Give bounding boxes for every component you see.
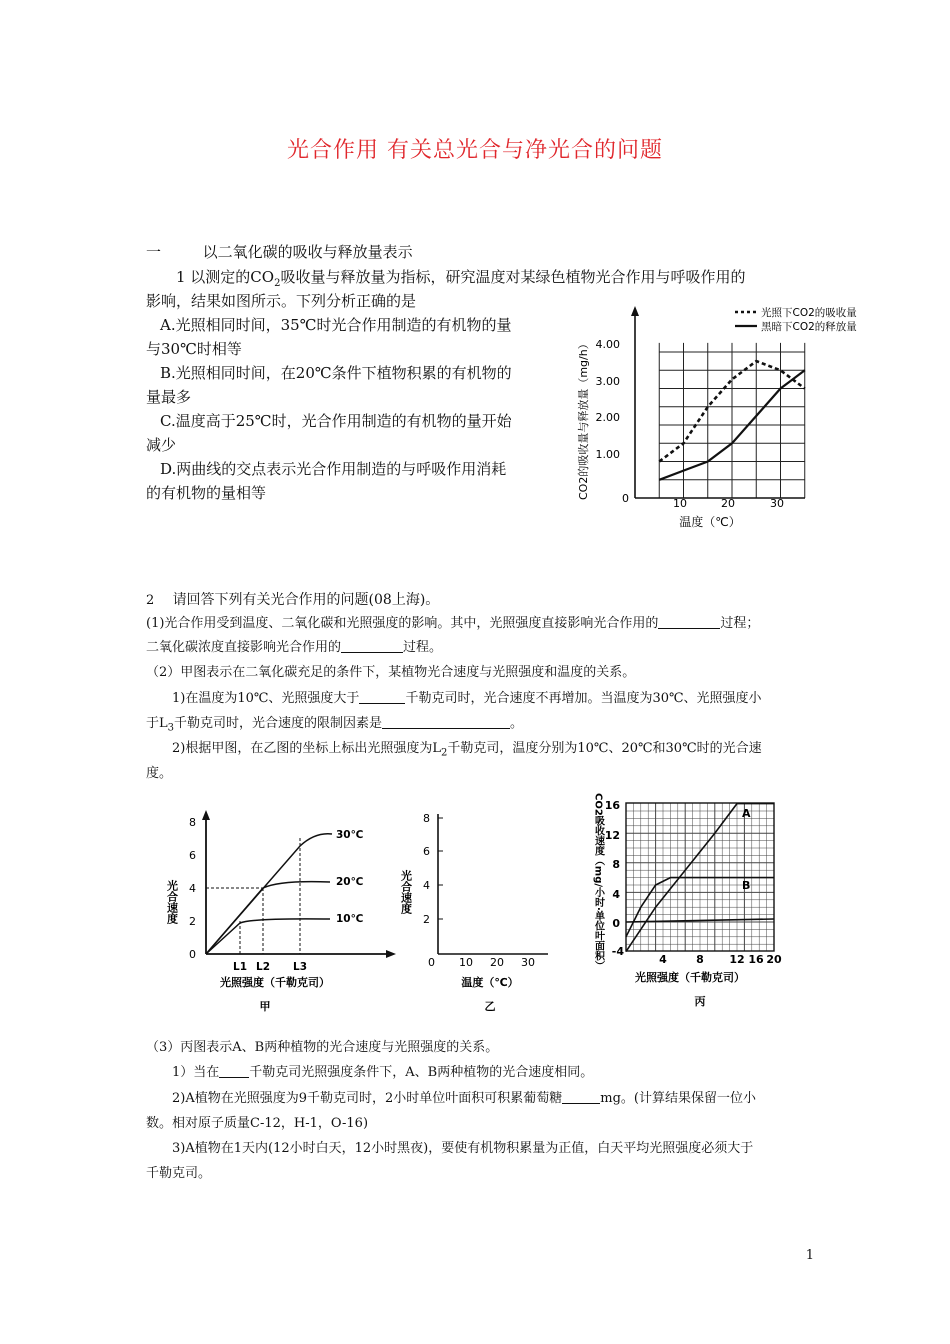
chart1-y-arrow	[631, 306, 639, 316]
co2-temperature-chart	[565, 300, 895, 535]
question-2-heading	[146, 588, 439, 613]
q2-part2-1	[172, 687, 762, 711]
q2-part1-cont	[146, 636, 442, 660]
q2-part3-2	[172, 1087, 812, 1111]
q2-p21-b: 千勒克司时，光合速度不再增加。当温度为30℃、光照强度小	[405, 691, 762, 706]
bing-ytick: 8	[612, 858, 620, 871]
bing-xtick: 12	[729, 953, 745, 966]
chart1-ytick: 4.00	[595, 338, 620, 351]
jia-curve-10	[206, 919, 330, 954]
chart1-grid	[659, 343, 805, 498]
q2-part3-1	[172, 1061, 593, 1085]
q1-stem-a: 1 以测定的CO	[176, 268, 275, 286]
chart1-xlabel: 温度（℃）	[679, 515, 741, 529]
bing-xlabel: 光照强度（千勒克司）	[635, 971, 745, 984]
yi-ytick: 8	[423, 812, 430, 825]
bing-label-a: A	[742, 807, 751, 820]
q2-part1	[146, 612, 811, 636]
chart1-ytick: 1.00	[595, 448, 620, 461]
chart1-ytick: 2.00	[595, 411, 620, 424]
section-heading	[146, 240, 413, 264]
yi-xtick: 20	[490, 956, 504, 969]
yi-ytick: 6	[423, 845, 430, 858]
q3-2-b: mg。(计算结果保留一位小	[600, 1091, 757, 1106]
page-title: 光合作用 有关总光合与净光合的问题	[287, 138, 663, 163]
bing-ytick: 0	[612, 917, 620, 930]
jia-xtick: L1	[233, 961, 247, 973]
q2-p21-c-sub: 3	[167, 722, 175, 734]
yi-origin: 0	[428, 956, 435, 969]
option-c-line2: 减少	[146, 436, 177, 454]
q2-p1-d: 过程。	[403, 640, 443, 655]
answer-blank[interactable]	[562, 1089, 600, 1104]
q2-p22-b: 千勒克司，温度分别为10℃、20℃和30℃时的光合速	[447, 741, 762, 756]
yi-caption: 乙	[484, 1000, 496, 1013]
q2-part3-3: 3)A植物在1天内(12小时白天，12小时黑夜)，要使有机物积累量为正值，白天平均光照强度必须大于	[172, 1141, 754, 1156]
jia-label-10: 10℃	[336, 913, 364, 925]
bing-ylabel: CO2吸收速度（mg/小时·单位叶面积）	[592, 793, 604, 971]
chart-bing	[580, 785, 800, 1015]
q1-options	[146, 313, 556, 505]
q3-1-b: 千勒克司光照强度条件下，A、B两种植物的光合速度相同。	[249, 1065, 594, 1080]
answer-blank[interactable]	[658, 614, 720, 629]
chart1-xtick: 30	[770, 497, 784, 510]
bing-ytick: 4	[612, 888, 620, 901]
q2-part3: （3）丙图表示A、B两种植物的光合速度与光照强度的关系。	[146, 1040, 499, 1055]
jia-y-arrow	[202, 810, 210, 820]
q2-p21-c: 于L	[146, 716, 168, 731]
jia-xtick: L3	[293, 961, 307, 973]
option-d-line1: D.两曲线的交点表示光合作用制造的与呼吸作用消耗	[160, 460, 507, 478]
bing-ytick: -4	[611, 945, 624, 958]
page-number: 1	[805, 1248, 814, 1263]
yi-ytick: 2	[423, 913, 430, 926]
jia-ylabel	[166, 879, 179, 925]
q2-part3-2-cont: 数。相对原子质量C-12，H-1，O-16)	[146, 1116, 369, 1131]
q2-p1-b: 过程；	[720, 616, 760, 631]
bing-xtick: 8	[696, 953, 704, 966]
jia-ytick: 8	[189, 816, 196, 829]
bing-ytick: 12	[604, 829, 620, 842]
q2-part2: （2）甲图表示在二氧化碳充足的条件下，某植物光合速度与光照强度和温度的关系。	[146, 665, 636, 680]
jia-ytick: 4	[189, 882, 196, 895]
chart1-ytick: 3.00	[595, 375, 620, 388]
answer-blank[interactable]	[382, 714, 510, 729]
jia-xtick: L2	[256, 961, 270, 973]
q2-p21-a: 1)在温度为10℃、光照强度大于	[172, 691, 360, 706]
chart1-xtick: 10	[673, 497, 687, 510]
answer-blank[interactable]	[219, 1063, 249, 1078]
chart1-xtick: 20	[721, 497, 735, 510]
yi-ytick: 4	[423, 879, 430, 892]
option-b-line1: B.光照相同时间，在20℃条件下植物积累的有机物的	[160, 364, 512, 382]
chart1-origin: 0	[622, 492, 629, 505]
bing-xtick: 4	[659, 953, 667, 966]
section-heading-text: 以二氧化碳的吸收与释放量表示	[202, 243, 413, 261]
jia-x-arrow	[386, 950, 396, 958]
chart-yi	[398, 808, 558, 1016]
bing-ytick: 16	[604, 799, 620, 812]
option-a-line2: 与30℃时相等	[146, 340, 242, 358]
bing-label-b: B	[742, 879, 751, 892]
answer-blank[interactable]	[359, 689, 405, 704]
q3-2-a: 2)A植物在光照强度为9千勒克司时，2小时单位叶面积可积累葡萄糖	[172, 1091, 563, 1106]
jia-ylabel-text: 光合速度	[165, 880, 179, 924]
q2-p21-d: 千勒克司时，光合速度的限制因素是	[174, 716, 383, 731]
q1-stem-sub: 2	[274, 278, 281, 289]
section-number: 一	[146, 243, 162, 261]
q2-part2-2	[172, 737, 762, 766]
option-d-line2: 的有机物的量相等	[146, 484, 267, 502]
option-b-line2: 量最多	[146, 388, 192, 406]
yi-xlabel: 温度（℃）	[461, 976, 519, 989]
jia-curve-20	[206, 882, 330, 954]
yi-xtick: 10	[459, 956, 473, 969]
q2-heading-text: 请回答下列有关光合作用的问题(08上海)。	[172, 592, 440, 608]
q2-part3-3-cont: 千勒克司。	[146, 1166, 212, 1181]
q2-p21-e: 。	[510, 716, 524, 731]
legend-dark-label: 黑暗下CO2的释放量	[761, 321, 857, 333]
q2-p22-a-sub: 2	[440, 747, 448, 759]
jia-caption: 甲	[259, 1000, 271, 1013]
q2-p1-c: 二氧化碳浓度直接影响光合作用的	[146, 640, 342, 655]
q2-p22-a: 2)根据甲图，在乙图的坐标上标出光照强度为L	[172, 741, 441, 756]
jia-label-20: 20℃	[336, 876, 364, 888]
q1-stem-b: 吸收量与释放量为指标，研究温度对某绿色植物光合作用与呼吸作用的	[280, 268, 746, 286]
legend-light-label: 光照下CO2的吸收量	[761, 307, 857, 319]
chart-jia	[160, 808, 400, 1016]
option-c-line1: C.温度高于25℃时，光合作用制造的有机物的量开始	[160, 412, 512, 430]
bing-xtick: 20	[766, 953, 782, 966]
bing-xtick: 16	[748, 953, 764, 966]
q2-part2-2-cont: 度。	[146, 766, 173, 781]
yi-xtick: 30	[521, 956, 535, 969]
jia-xlabel: 光照强度（千勒克司）	[220, 976, 330, 989]
q3-1-a: 1）当在	[172, 1065, 220, 1080]
jia-ytick: 2	[189, 915, 196, 928]
chart1-ylabel: CO2的吸收量与释放量（mg/h）	[577, 338, 590, 500]
q2-p1-a: (1)光合作用受到温度、二氧化碳和光照强度的影响。其中，光照强度直接影响光合作用的	[146, 616, 659, 631]
jia-label-30: 30℃	[336, 829, 364, 841]
jia-ytick: 0	[189, 948, 196, 961]
q1-stem-c: 影响，结果如图所示。下列分析正确的是	[146, 292, 417, 310]
option-a-line1: A.光照相同时间，35℃时光合作用制造的有机物的量	[160, 316, 512, 334]
answer-blank[interactable]	[341, 638, 403, 653]
jia-ytick: 6	[189, 849, 196, 862]
bing-caption: 丙	[694, 995, 706, 1008]
yi-ylabel: 光合速度	[399, 870, 413, 914]
q2-number: 2	[146, 593, 155, 608]
